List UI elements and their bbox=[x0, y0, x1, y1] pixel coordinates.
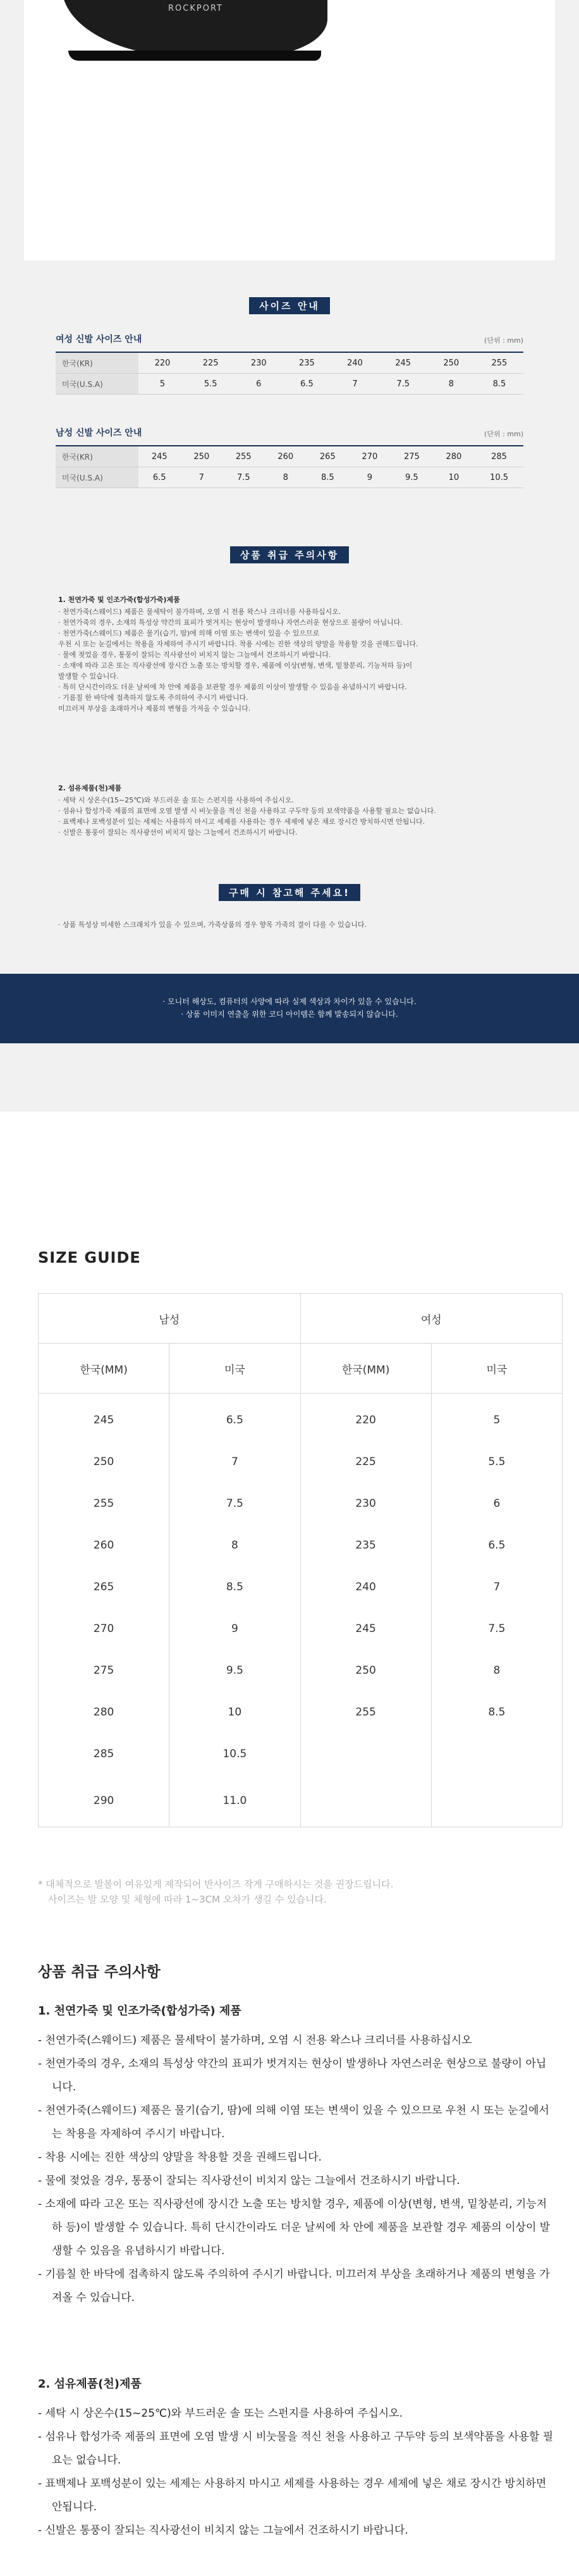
table-cell: 8.5 bbox=[169, 1566, 300, 1608]
table-cell: 5 bbox=[431, 1394, 562, 1442]
men-group-header: 남성 bbox=[39, 1294, 301, 1344]
table-cell: 240 bbox=[300, 1566, 431, 1608]
table-row bbox=[39, 1608, 563, 1650]
care-small-line: 미끄러져 부상을 초래하거나 제품의 변형을 가져올 수 있습니다. bbox=[58, 704, 251, 713]
table-cell: 265 bbox=[39, 1566, 169, 1608]
size-cell: 260 bbox=[265, 446, 307, 467]
care-item: - 소재에 따라 고온 또는 직사광선에 장시간 노출 또는 방치할 경우, 제품에 이상(변형, 변색, 밑창분리, 기능저하 등)이 발생할 수 있습니다. 특히 단시간이라도 더운 날씨에 차 안에 제품을 보관할 경우 제품의 이상이 발생할 수 있음을 유념하시기 바랍니다. bbox=[38, 2198, 551, 2257]
table-cell: 10 bbox=[169, 1691, 300, 1733]
table-cell: 6.5 bbox=[431, 1524, 562, 1566]
row-label: 한국(KR) bbox=[56, 446, 138, 467]
size-cell: 8 bbox=[427, 374, 475, 395]
care-item: - 물에 젖었을 경우, 통풍이 잘되는 직사광선이 비치지 않는 그늘에서 건조하시기 바랍니다. bbox=[38, 2174, 460, 2187]
table-cell: 7 bbox=[431, 1566, 562, 1608]
size-cell: 240 bbox=[331, 352, 379, 374]
size-cell: 275 bbox=[391, 446, 433, 467]
size-cell: 270 bbox=[349, 446, 391, 467]
table-row bbox=[39, 1566, 563, 1608]
care-small-line: · 섬유나 합성가죽 제품의 표면에 오염 발생 시 비눗물을 적신 천을 사용하고 구두약 등의 보색약품을 사용할 필요는 없습니다. bbox=[58, 807, 436, 815]
band-line: · 모니터 해상도, 컴퓨터의 사양에 따라 실제 색상과 차이가 있을 수 있습니다. bbox=[162, 997, 417, 1006]
care-item: - 기름칠 한 바닥에 접촉하지 않도록 주의하여 주시기 바랍니다. 미끄러져 부상을 초래하거나 제품의 변형을 가져올 수 있습니다. bbox=[38, 2268, 550, 2304]
table-cell: 290 bbox=[39, 1775, 169, 1827]
table-cell: 250 bbox=[300, 1650, 431, 1691]
size-guide-footnote bbox=[38, 1877, 544, 1907]
men-us-row bbox=[56, 467, 523, 488]
care-small-title-wrap bbox=[0, 546, 579, 563]
women-us-row bbox=[56, 374, 523, 395]
size-cell: 7.5 bbox=[379, 374, 427, 395]
women-kr-row bbox=[56, 352, 523, 374]
men-size-unit: (단위 : mm) bbox=[484, 430, 523, 438]
table-row bbox=[39, 1733, 563, 1775]
size-cell: 6 bbox=[235, 374, 283, 395]
men-size-heading: 남성 신발 사이즈 안내 bbox=[56, 428, 142, 438]
table-row bbox=[39, 1524, 563, 1566]
table-row bbox=[39, 1691, 563, 1733]
care-small-s2-heading: 2. 섬유제품(천)제품 bbox=[58, 784, 122, 792]
size-cell: 225 bbox=[186, 352, 235, 374]
women-group-header: 여성 bbox=[300, 1294, 563, 1344]
table-cell: 5.5 bbox=[431, 1441, 562, 1483]
table-cell: 7 bbox=[169, 1441, 300, 1483]
size-info-title: 사이즈 안내 bbox=[249, 297, 330, 314]
size-cell: 7 bbox=[331, 374, 379, 395]
men-us-header: 미국 bbox=[169, 1344, 300, 1394]
table-cell: 9 bbox=[169, 1608, 300, 1650]
care-small-line: · 소재에 따라 고온 또는 직사광선에 장시간 노출 또는 방치할 경우, 제품에 이상(변형, 변색, 밑창분리, 기능저하 등)이 bbox=[58, 661, 413, 670]
table-cell: 235 bbox=[300, 1524, 431, 1566]
women-kr-header: 한국(MM) bbox=[300, 1344, 431, 1394]
care-small-title: 상품 취급 주의사항 bbox=[230, 546, 349, 563]
row-label: 미국(U.S.A) bbox=[56, 467, 138, 488]
care-item: - 천연가죽(스웨이드) 제품은 물기(습기, 땀)에 의해 이염 또는 변색이 있을 수 있으므로 우천 시 또는 눈길에서는 착용을 자제하여 주시기 바랍니다. bbox=[38, 2104, 549, 2140]
table-row bbox=[39, 1650, 563, 1691]
table-cell: 255 bbox=[39, 1483, 169, 1524]
men-kr-row bbox=[56, 446, 523, 467]
table-cell: 280 bbox=[39, 1691, 169, 1733]
men-kr-header: 한국(MM) bbox=[39, 1344, 169, 1394]
care-small-line: 우천 시 또는 눈길에서는 착용을 자제하여 주시기 바랍니다. 착용 시에는 진한 색상의 양말을 착용할 것을 권해드립니다. bbox=[58, 640, 418, 648]
care-item: - 착용 시에는 진한 색상의 양말을 착용할 것을 권해드립니다. bbox=[38, 2151, 322, 2164]
care-section-1 bbox=[38, 1999, 556, 2310]
size-cell: 8.5 bbox=[307, 467, 349, 488]
size-guide-table bbox=[38, 1293, 563, 1827]
care-small-section-2 bbox=[58, 783, 526, 838]
women-size-table bbox=[56, 352, 523, 395]
size-cell: 250 bbox=[427, 352, 475, 374]
table-cell: 8 bbox=[169, 1524, 300, 1566]
care-small-line: · 천연가죽의 경우, 소재의 특성상 약간의 표피가 벗겨지는 현상이 발생하나 자연스러운 현상으로 불량이 아닙니다. bbox=[58, 618, 403, 627]
size-cell: 280 bbox=[433, 446, 475, 467]
band-line: · 상품 이미지 연출을 위한 코디 아이템은 함께 발송되지 않습니다. bbox=[181, 1010, 398, 1019]
table-cell: 7.5 bbox=[431, 1608, 562, 1650]
care-small-line: · 세탁 시 상온수(15~25℃)와 부드러운 솔 또는 스펀지를 사용하여 주십시오. bbox=[58, 796, 294, 804]
care-small-line: 발생할 수 있습니다. bbox=[58, 672, 119, 680]
women-us-header: 미국 bbox=[431, 1344, 562, 1394]
size-cell: 6.5 bbox=[283, 374, 331, 395]
product-photo bbox=[24, 0, 555, 261]
table-cell: 6 bbox=[431, 1483, 562, 1524]
size-cell: 7.5 bbox=[222, 467, 265, 488]
care-small-line: · 기름칠 한 바닥에 접촉하지 않도록 주의하여 주시기 바랍니다. bbox=[58, 694, 248, 702]
table-row bbox=[39, 1441, 563, 1483]
purchase-notice-text: · 상품 특성상 미세한 스크래치가 있을 수 있으며, 가죽상품의 경우 향목 가죽의 결이 다를 수 있습니다. bbox=[58, 921, 367, 929]
size-cell: 5 bbox=[138, 374, 186, 395]
care-title: 상품 취급 주의사항 bbox=[38, 1964, 161, 1980]
care-item: - 표백제나 포백성분이 있는 세제는 사용하지 마시고 세제를 사용하는 경우 세제에 넣은 채로 장시간 방치하면 안됩니다. bbox=[38, 2477, 547, 2513]
care-item: - 신발은 통풍이 잘되는 직사광선이 비치지 않는 그늘에서 건조하시기 바랍니다. bbox=[38, 2524, 408, 2537]
footnote-line: 사이즈는 발 모양 및 체형에 따라 1~3CM 오차가 생길 수 있습니다. bbox=[48, 1894, 327, 1905]
women-size-heading: 여성 신발 사이즈 안내 bbox=[56, 334, 142, 345]
table-cell: 250 bbox=[39, 1441, 169, 1483]
table-cell: 8.5 bbox=[431, 1691, 562, 1733]
size-cell: 9.5 bbox=[391, 467, 433, 488]
table-cell bbox=[431, 1775, 562, 1827]
detail-image-block bbox=[0, 0, 579, 1112]
care-small-line: · 표백제나 포백성분이 있는 세제는 사용하지 마시고 세제를 사용하는 경우 세제에 넣은 채로 장시간 방치하시면 안됩니다. bbox=[58, 818, 425, 826]
purchase-notice-title-wrap bbox=[0, 884, 579, 901]
size-cell: 9 bbox=[349, 467, 391, 488]
table-cell: 275 bbox=[39, 1650, 169, 1691]
row-label: 미국(U.S.A) bbox=[56, 374, 138, 395]
table-cell bbox=[300, 1775, 431, 1827]
women-size-unit: (단위 : mm) bbox=[484, 336, 523, 345]
care-item: - 섬유나 합성가죽 제품의 표면에 오염 발생 시 비눗물을 적신 천을 사용하고 구두약 등의 보색약품을 사용할 필요는 없습니다. bbox=[38, 2431, 554, 2467]
size-cell: 245 bbox=[379, 352, 427, 374]
care-small-line: · 천연가죽(스웨이드) 제품은 물기(습기, 땀)에 의해 이염 또는 변색이 있을 수 있으므로 bbox=[58, 629, 320, 637]
size-guide-title: SIZE GUIDE bbox=[38, 1249, 141, 1267]
table-cell: 7.5 bbox=[169, 1483, 300, 1524]
table-cell: 8 bbox=[431, 1650, 562, 1691]
row-label: 한국(KR) bbox=[56, 352, 138, 374]
size-cell: 8 bbox=[265, 467, 307, 488]
size-info-title-wrap bbox=[0, 297, 579, 314]
table-cell: 270 bbox=[39, 1608, 169, 1650]
table-cell: 260 bbox=[39, 1524, 169, 1566]
table-cell: 10.5 bbox=[169, 1733, 300, 1775]
shoe-sole bbox=[68, 51, 321, 61]
size-cell: 6.5 bbox=[138, 467, 181, 488]
care-item: - 천연가죽의 경우, 소재의 특성상 약간의 표피가 벗겨지는 현상이 발생하나 자연스러운 현상으로 불량이 아닙니다. bbox=[38, 2058, 547, 2094]
table-cell: 225 bbox=[300, 1441, 431, 1483]
size-cell: 230 bbox=[235, 352, 283, 374]
table-cell: 220 bbox=[300, 1394, 431, 1442]
table-row bbox=[39, 1394, 563, 1442]
men-size-table bbox=[56, 445, 523, 488]
table-cell: 285 bbox=[39, 1733, 169, 1775]
table-row bbox=[39, 1775, 563, 1827]
table-cell: 9.5 bbox=[169, 1650, 300, 1691]
size-cell: 220 bbox=[138, 352, 186, 374]
size-cell: 235 bbox=[283, 352, 331, 374]
size-cell: 7 bbox=[181, 467, 223, 488]
size-cell: 5.5 bbox=[186, 374, 235, 395]
care-small-line: · 특히 단시간이라도 더운 날씨에 차 안에 제품을 보관할 경우 제품의 이상이 발생할 수 있음을 유념하시기 바랍니다. bbox=[58, 683, 407, 691]
size-cell: 285 bbox=[475, 446, 523, 467]
table-cell: 245 bbox=[39, 1394, 169, 1442]
notice-band bbox=[0, 974, 579, 1043]
table-cell bbox=[300, 1733, 431, 1775]
footnote-line: * 대체적으로 발볼이 여유있게 제작되어 반사이즈 작게 구매하시는 것을 권장드립니다. bbox=[38, 1879, 394, 1890]
care-item: - 천연가죽(스웨이드) 제품은 물세탁이 불가하며, 오염 시 전용 왁스나 크리너를 사용하십시오 bbox=[38, 2034, 472, 2047]
size-cell: 265 bbox=[307, 446, 349, 467]
size-cell: 10 bbox=[433, 467, 475, 488]
care-small-s1-heading: 1. 천연가죽 및 인조가죽(합성가죽)제품 bbox=[58, 596, 180, 604]
table-cell: 245 bbox=[300, 1608, 431, 1650]
brand-logo: ROCKPORT bbox=[168, 4, 223, 13]
care-s1-heading: 1. 천연가죽 및 인조가죽(합성가죽) 제품 bbox=[38, 2004, 241, 2018]
table-cell: 255 bbox=[300, 1691, 431, 1733]
table-cell: 230 bbox=[300, 1483, 431, 1524]
care-s2-heading: 2. 섬유제품(천)제품 bbox=[38, 2377, 142, 2391]
purchase-notice-title: 구매 시 참고해 주세요! bbox=[219, 884, 360, 901]
size-cell: 255 bbox=[222, 446, 265, 467]
size-cell: 250 bbox=[181, 446, 223, 467]
care-section-2 bbox=[38, 2372, 556, 2542]
size-cell: 245 bbox=[138, 446, 181, 467]
size-cell: 10.5 bbox=[475, 467, 523, 488]
care-item: - 세탁 시 상온수(15~25℃)와 부드러운 솔 또는 스펀지를 사용하여 주십시오. bbox=[38, 2407, 403, 2420]
size-cell: 255 bbox=[475, 352, 523, 374]
size-cell: 8.5 bbox=[475, 374, 523, 395]
care-small-line: · 천연가죽(스웨이드) 제품은 물세탁이 불가하며, 오염 시 전용 왁스나 크리너를 사용하십시오. bbox=[58, 608, 341, 616]
table-cell: 6.5 bbox=[169, 1394, 300, 1442]
care-small-line: · 물에 젖었을 경우, 통풍이 잘되는 직사광선이 비치지 않는 그늘에서 건조하시기 바랍니다. bbox=[58, 651, 331, 659]
table-cell: 11.0 bbox=[169, 1775, 300, 1827]
care-small-section-1 bbox=[58, 594, 526, 714]
table-cell bbox=[431, 1733, 562, 1775]
table-row bbox=[39, 1483, 563, 1524]
care-small-line: · 신발은 통풍이 잘되는 직사광선이 비치지 않는 그늘에서 건조하시기 바랍니다. bbox=[58, 828, 298, 837]
